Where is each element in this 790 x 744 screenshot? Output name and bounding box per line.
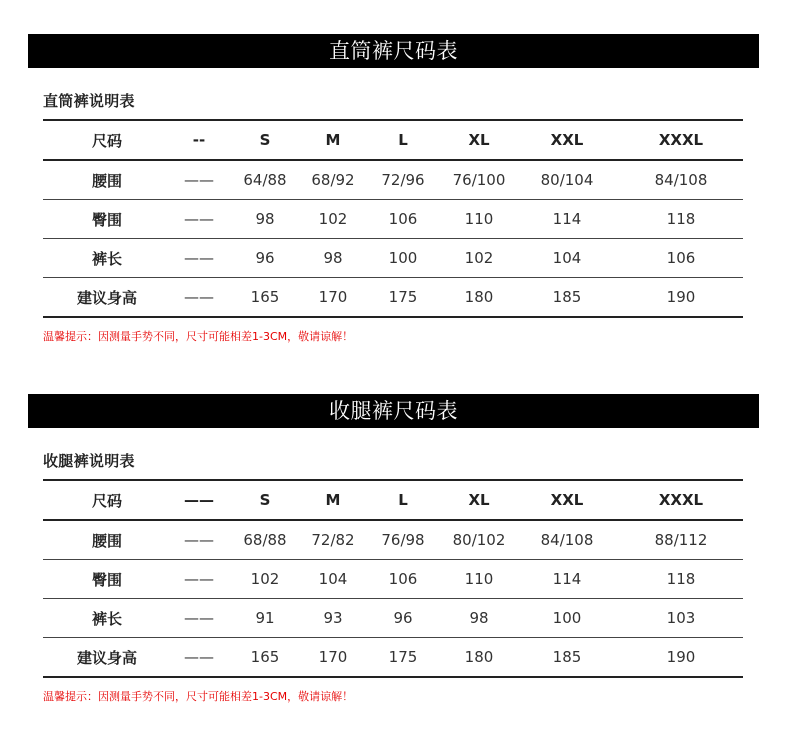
row-label: 臀围 bbox=[43, 560, 171, 599]
table-cell: 98 bbox=[443, 599, 515, 638]
header-l: L bbox=[363, 120, 443, 160]
table-cell: 114 bbox=[515, 560, 619, 599]
table-cell: 170 bbox=[318, 288, 348, 306]
table-row-waist bbox=[43, 160, 743, 200]
header-xxxl: XXXL bbox=[619, 480, 743, 520]
table-cell: 175 bbox=[388, 288, 418, 306]
table-cell: 102 bbox=[227, 560, 303, 599]
table-cell: 190 bbox=[666, 288, 696, 306]
table-cell: —— bbox=[171, 200, 227, 239]
table-row-length bbox=[43, 599, 743, 638]
table-row-hip bbox=[43, 200, 743, 239]
table-cell: 102 bbox=[303, 200, 363, 239]
table-cell: 110 bbox=[443, 560, 515, 599]
table-cell: 180 bbox=[464, 288, 494, 306]
table-cell: 118 bbox=[619, 560, 743, 599]
header-size: 尺码 bbox=[43, 120, 171, 160]
table-cell: 96 bbox=[227, 239, 303, 278]
header-xxl: XXL bbox=[515, 120, 619, 160]
table-row-height bbox=[43, 278, 743, 318]
row-label: 裤长 bbox=[43, 239, 171, 278]
row-label: 建议身高 bbox=[76, 288, 137, 307]
table-cell: 103 bbox=[619, 599, 743, 638]
table-cell: 114 bbox=[515, 200, 619, 239]
tapered-pants-note: 温馨提示：因测量手势不同，尺寸可能相差1-3CM，敬请谅解！ bbox=[43, 690, 354, 703]
straight-pants-subtitle: 直筒裤说明表 bbox=[43, 92, 135, 110]
header-l: L bbox=[363, 480, 443, 520]
header-xl: XL bbox=[443, 120, 515, 160]
table-cell: 118 bbox=[619, 200, 743, 239]
table-cell: 102 bbox=[443, 239, 515, 278]
table-cell: 76/98 bbox=[363, 520, 443, 560]
table-cell: 98 bbox=[303, 239, 363, 278]
table-cell: —— bbox=[171, 239, 227, 278]
table-header-row bbox=[43, 120, 743, 160]
table-cell: 104 bbox=[515, 239, 619, 278]
table-cell: 185 bbox=[552, 648, 582, 666]
table-cell: —— bbox=[171, 520, 227, 560]
tapered-pants-size-table bbox=[43, 479, 743, 678]
row-label: 腰围 bbox=[43, 520, 171, 560]
table-cell: 100 bbox=[515, 599, 619, 638]
table-cell: 98 bbox=[227, 200, 303, 239]
table-cell: 76/100 bbox=[443, 160, 515, 200]
header-size: 尺码 bbox=[43, 480, 171, 520]
table-cell: 106 bbox=[363, 200, 443, 239]
table-cell: 88/112 bbox=[619, 520, 743, 560]
table-cell: 72/82 bbox=[303, 520, 363, 560]
table-cell: 190 bbox=[666, 648, 696, 666]
table-cell: —— bbox=[184, 288, 214, 306]
straight-pants-note: 温馨提示：因测量手势不同，尺寸可能相差1-3CM，敬请谅解！ bbox=[43, 330, 354, 343]
table-cell: 100 bbox=[363, 239, 443, 278]
header-s: S bbox=[227, 480, 303, 520]
table-cell: 170 bbox=[318, 648, 348, 666]
table-cell: 80/104 bbox=[515, 160, 619, 200]
row-label: 臀围 bbox=[43, 200, 171, 239]
table-row-height bbox=[43, 638, 743, 678]
table-cell: —— bbox=[184, 648, 214, 666]
table-cell: 96 bbox=[363, 599, 443, 638]
table-cell: —— bbox=[171, 160, 227, 200]
table-cell: 165 bbox=[250, 288, 280, 306]
header-dash: -- bbox=[171, 120, 227, 160]
row-label: 裤长 bbox=[43, 599, 171, 638]
header-s: S bbox=[227, 120, 303, 160]
table-cell: 165 bbox=[250, 648, 280, 666]
table-cell: 106 bbox=[619, 239, 743, 278]
table-cell: 104 bbox=[303, 560, 363, 599]
tapered-pants-subtitle: 收腿裤说明表 bbox=[43, 452, 135, 470]
table-cell: 64/88 bbox=[227, 160, 303, 200]
table-cell: 175 bbox=[388, 648, 418, 666]
header-m: M bbox=[303, 120, 363, 160]
table-cell: 93 bbox=[303, 599, 363, 638]
table-row-length bbox=[43, 239, 743, 278]
table-cell: 84/108 bbox=[515, 520, 619, 560]
header-m: M bbox=[303, 480, 363, 520]
table-cell: 91 bbox=[227, 599, 303, 638]
header-xxxl: XXXL bbox=[619, 120, 743, 160]
table-cell: 68/92 bbox=[303, 160, 363, 200]
header-xl: XL bbox=[443, 480, 515, 520]
header-xxl: XXL bbox=[515, 480, 619, 520]
tapered-pants-banner: 收腿裤尺码表 bbox=[28, 394, 759, 428]
table-cell: 80/102 bbox=[443, 520, 515, 560]
row-label: 腰围 bbox=[43, 160, 171, 200]
table-cell: 84/108 bbox=[619, 160, 743, 200]
table-cell: —— bbox=[171, 560, 227, 599]
table-header-row bbox=[43, 480, 743, 520]
table-cell: 180 bbox=[464, 648, 494, 666]
table-row-waist bbox=[43, 520, 743, 560]
straight-pants-banner: 直筒裤尺码表 bbox=[28, 34, 759, 68]
straight-pants-size-table bbox=[43, 119, 743, 318]
row-label: 建议身高 bbox=[76, 648, 137, 667]
table-cell: 185 bbox=[552, 288, 582, 306]
header-dash: —— bbox=[171, 480, 227, 520]
table-cell: 110 bbox=[443, 200, 515, 239]
table-cell: 68/88 bbox=[227, 520, 303, 560]
table-cell: —— bbox=[171, 599, 227, 638]
table-cell: 72/96 bbox=[363, 160, 443, 200]
table-cell: 106 bbox=[363, 560, 443, 599]
table-row-hip bbox=[43, 560, 743, 599]
